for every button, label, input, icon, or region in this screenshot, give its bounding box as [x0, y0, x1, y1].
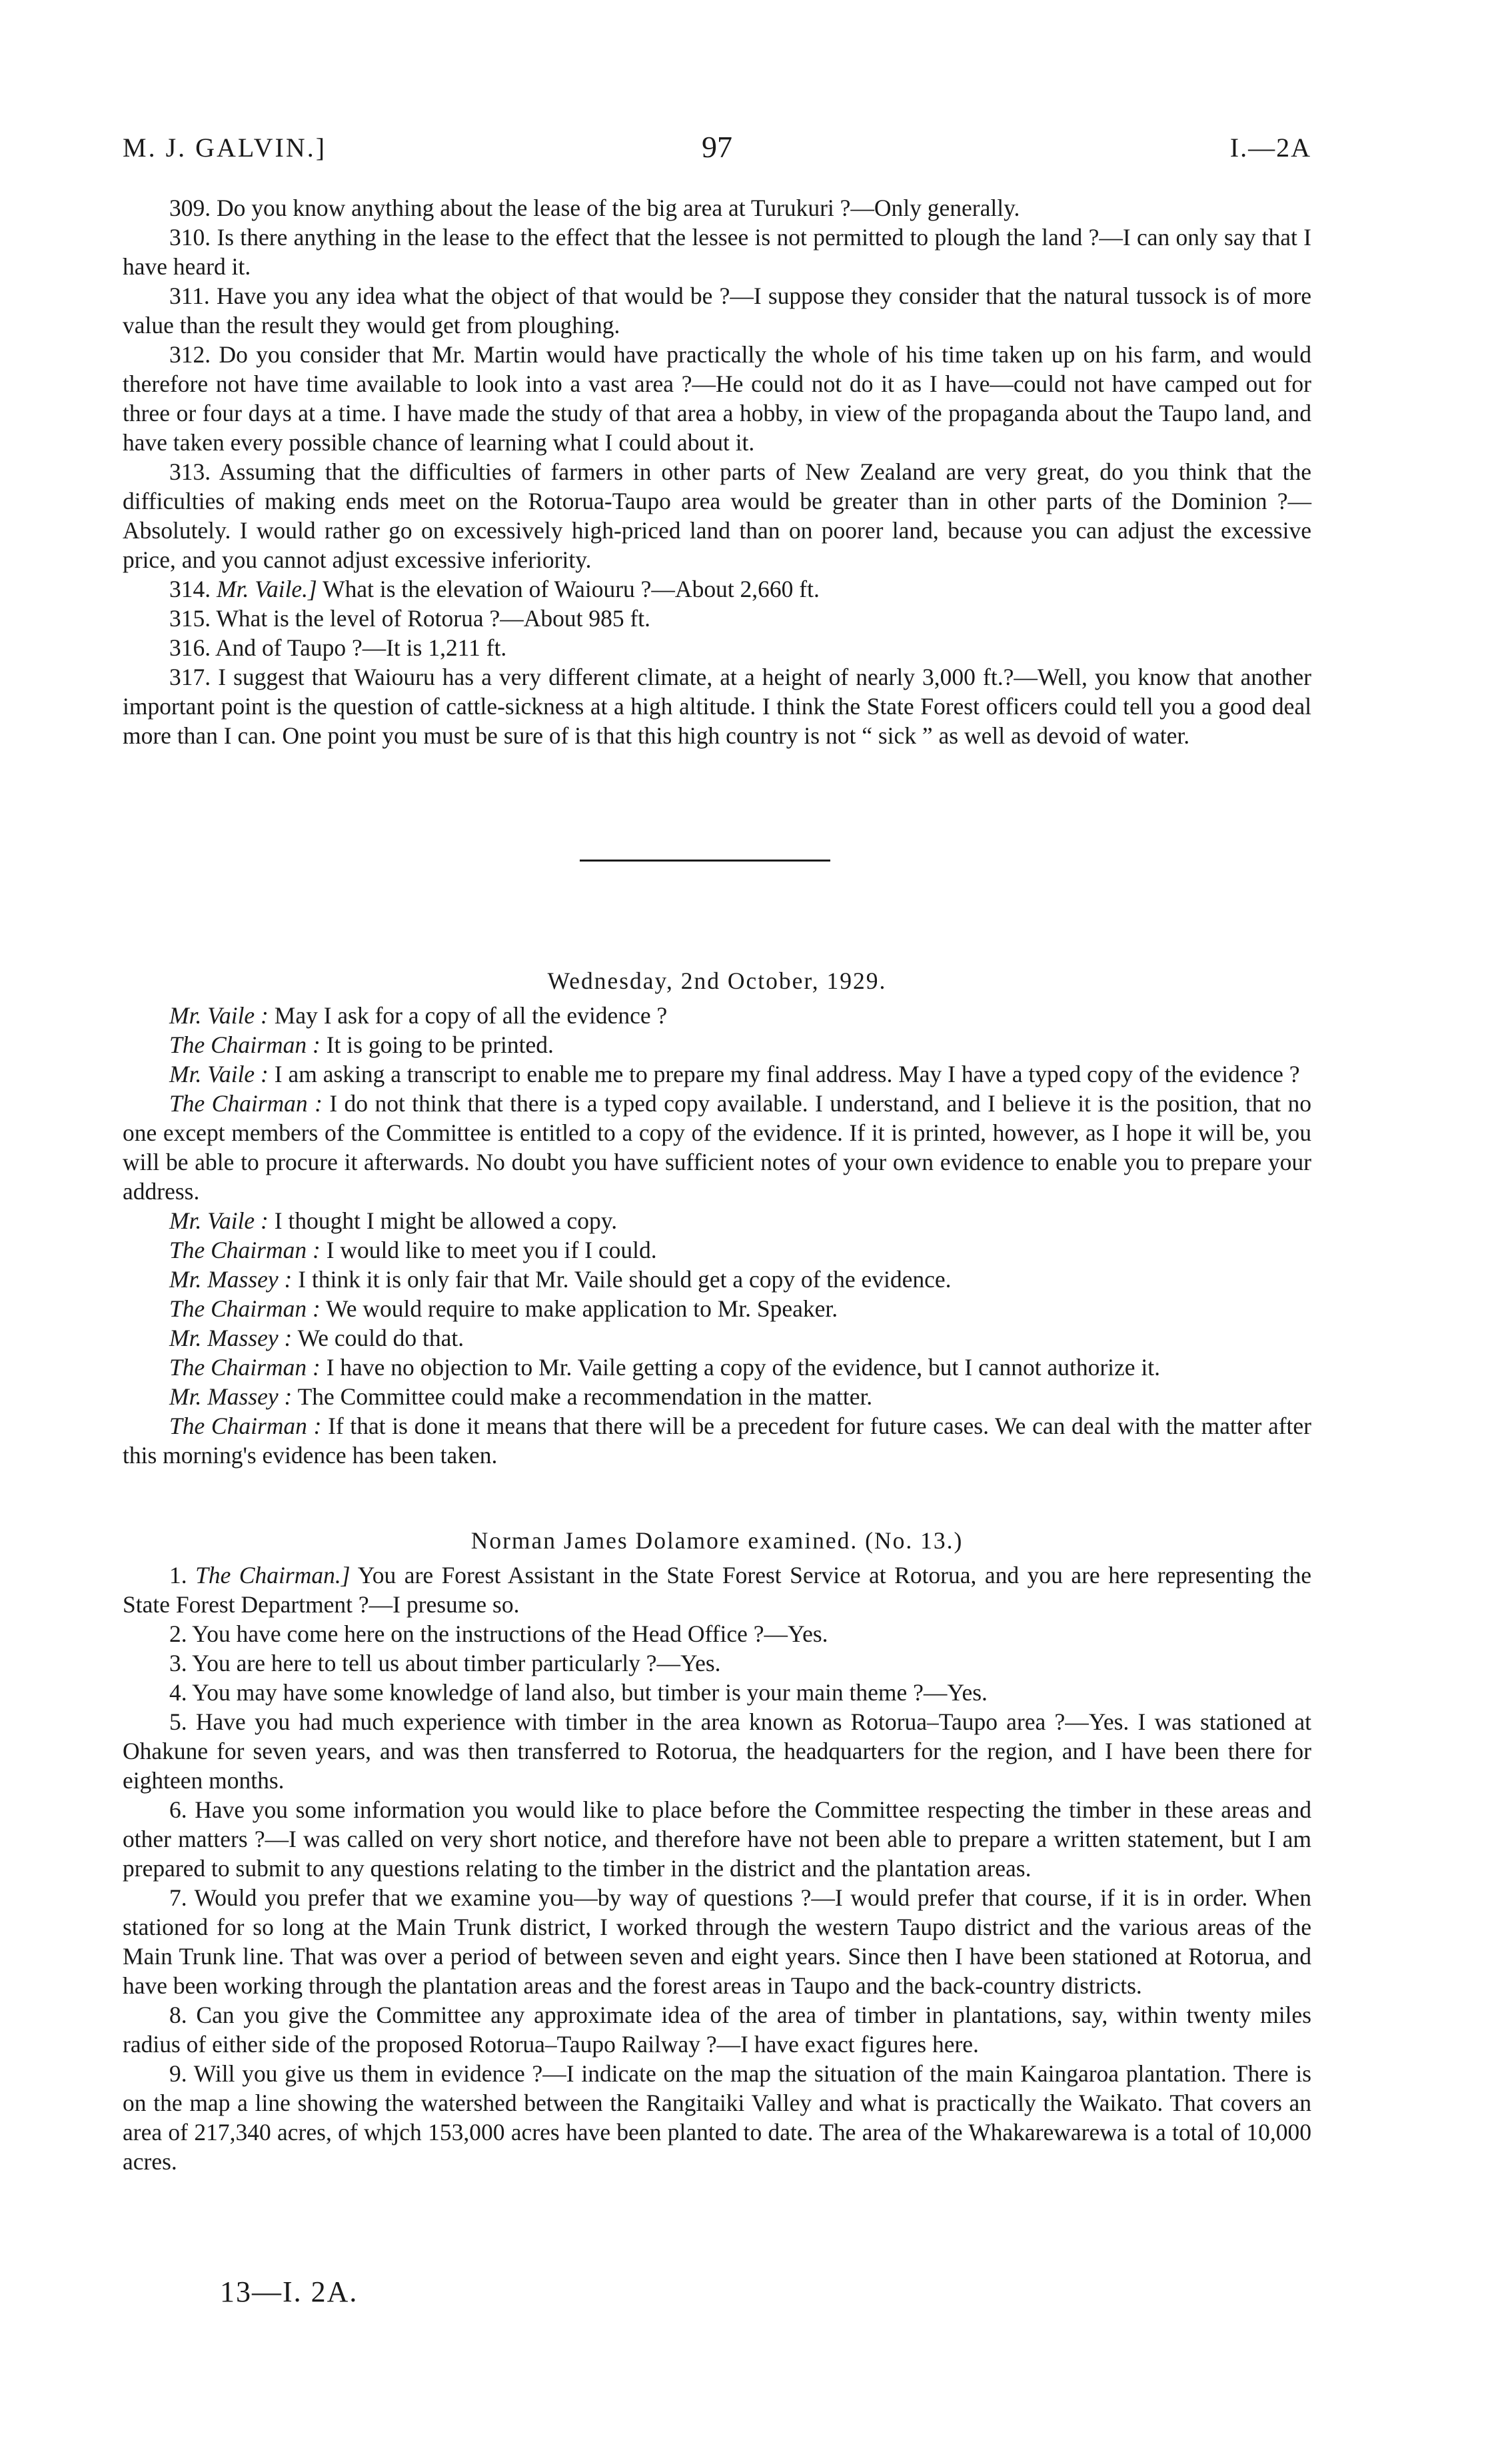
dialogue-line	[123, 1235, 1311, 1265]
dialogue-text: May I ask for a copy of all the evidence ?	[268, 1002, 668, 1029]
evidence-block-dolamore	[123, 1526, 1311, 2176]
paragraph: 310. Is there anything in the lease to the effect that the lessee is not permitted to plough the land ?—I can only say that I have heard it.	[123, 224, 1311, 280]
speaker-name: Mr. Vaile :	[169, 1002, 269, 1029]
page-header	[123, 132, 1311, 172]
dialogue-text: The Committee could make a recommendation in the matter.	[292, 1383, 873, 1410]
speaker-name: Mr. Vaile.]	[217, 576, 317, 602]
signature-mark: 13—I. 2A.	[220, 2275, 359, 2308]
dialogue-text: I think it is only fair that Mr. Vaile should get a copy of the evidence.	[292, 1266, 952, 1293]
page-number: 97	[702, 130, 732, 164]
paragraph: 6. Have you some information you would like to place before the Committee respecting the timber in these areas and other matters ?—I was called on very short notice, and therefore have not been able to prepare a written statement, but I am prepared to submit to any questions relating to the timber in the district and the plantation areas.	[123, 1796, 1311, 1882]
speaker-name: The Chairman :	[169, 1031, 321, 1058]
question-number: 314.	[169, 576, 211, 602]
paragraph: 312. Do you consider that Mr. Martin would have practically the whole of his time taken up on his farm, and would therefore not have time available to look into a vast area ?—He could not do it as I have—could not have camped out for three or four days at a time. I have made the study of that area a hobby, in view of the propaganda about the Taupo land, and have taken every possible chance of learning what I could about it.	[123, 341, 1311, 456]
question-text: You are Forest Assistant in the State Forest Service at Rotorua, and you are here representing the State Forest Department ?—I presume so.	[123, 1562, 1312, 1618]
speaker-name: Mr. Massey :	[169, 1383, 293, 1410]
speaker-name: Mr. Massey :	[169, 1266, 293, 1293]
dialogue-text: I do not think that there is a typed copy available. I understand, and I believe it is the position, that no one except members of the Committee is entitled to a copy of the evidence. If it is printed, however, as I hope it will be, you will be able to procure it afterwards. No doubt you have sufficient notes of your own evidence to enable you to prepare your address.	[123, 1090, 1311, 1205]
speaker-name: The Chairman :	[169, 1354, 321, 1381]
dialogue-text: We would require to make application to Mr. Speaker.	[320, 1295, 838, 1322]
paragraph: 311. Have you any idea what the object of that would be ?—I suppose they consider that the natural tussock is of more value than the result they would get from ploughing.	[123, 283, 1311, 338]
paragraph	[123, 574, 1311, 604]
dialogue-line	[123, 1294, 1311, 1323]
paragraph	[123, 1560, 1311, 1619]
speaker-name: The Chairman :	[169, 1237, 321, 1263]
speaker-name: The Chairman :	[169, 1295, 321, 1322]
dialogue-text: I thought I might be allowed a copy.	[268, 1207, 618, 1234]
paragraph: 4. You may have some knowledge of land also, but timber is your main theme ?—Yes.	[169, 1679, 988, 1706]
paragraph: 2. You have come here on the instructions of the Head Office ?—Yes.	[169, 1620, 828, 1647]
witness-heading: Norman James Dolamore examined. (No. 13.)	[470, 1527, 964, 1554]
paragraph: 313. Assuming that the difficulties of farmers in other parts of New Zealand are very great, do you think that the difficulties of making ends meet on the Rotorua-Taupo area would be greater than in other parts of the Dominion ?—Absolutely. I would rather go on excessively high-priced land than on poorer land, because you can adjust the excessive price, and you cannot adjust excessive inferiority.	[123, 458, 1311, 573]
question-number: 1.	[169, 1562, 187, 1588]
dialogue-line	[123, 1353, 1311, 1382]
paragraph: 309. Do you know anything about the lease of the big area at Turukuri ?—Only generally.	[169, 195, 1020, 221]
dialogue-text: I am asking a transcript to enable me to prepare my final address. May I have a typed copy of the evidence ?	[268, 1061, 1300, 1087]
dialogue-line	[123, 1323, 1311, 1353]
paragraph: 5. Have you had much experience with timber in the area known as Rotorua–Taupo area ?—Yes. I was stationed at Ohakune for seven years, and was then transferred to Rotorua, the headquarters for the region, and I have been there for eighteen months.	[123, 1708, 1311, 1794]
speaker-name: Mr. Vaile :	[169, 1061, 269, 1087]
question-text: What is the elevation of Waiouru ?—About 2,660 ft.	[317, 576, 820, 602]
paragraph: 317. I suggest that Waiouru has a very different climate, at a height of nearly 3,000 ft.?—Well, you know that another important point is the question of cattle-sickness at a high altitude. I think the State Forest officers could tell you a good deal more than I can. One point you must be sure of is that this high country is not “ sick ” as well as devoid of water.	[123, 664, 1311, 749]
dialogue-line	[123, 1206, 1311, 1235]
speaker-name: Mr. Vaile :	[169, 1207, 269, 1234]
dialogue-line	[123, 1059, 1311, 1089]
paragraph: 3. You are here to tell us about timber particularly ?—Yes.	[169, 1650, 721, 1676]
speaker-name: The Chairman.]	[195, 1562, 351, 1588]
paragraph: 9. Will you give us them in evidence ?—I indicate on the map the situation of the main Kaingaroa plantation. There is on the map a line showing the watershed between the Rangitaiki Valley and what is practically the Waikato. That covers an area of 217,340 acres, of whjch 153,000 acres have been planted to date. The area of the Whakarewarewa is a total of 10,000 acres.	[123, 2060, 1311, 2175]
dialogue-text: If that is done it means that there will be a precedent for future cases. We can deal with the matter after this morning's evidence has been taken.	[123, 1413, 1311, 1469]
speaker-name: The Chairman :	[169, 1413, 322, 1439]
section-divider	[580, 860, 830, 862]
dialogue-line	[123, 1382, 1311, 1411]
dialogue-line	[123, 1411, 1311, 1470]
evidence-block-galvin	[123, 193, 1311, 750]
paragraph: 316. And of Taupo ?—It is 1,211 ft.	[169, 634, 507, 661]
dialogue-line	[123, 1265, 1311, 1294]
document-reference: I.—2A	[1229, 133, 1311, 163]
dialogue-line	[123, 1089, 1311, 1206]
dialogue-text: I would like to meet you if I could.	[320, 1237, 657, 1263]
date-heading: Wednesday, 2nd October, 1929.	[547, 967, 887, 994]
dialogue-text: I have no objection to Mr. Vaile getting a copy of the evidence, but I cannot authorize it.	[320, 1354, 1161, 1381]
proceedings-block	[123, 966, 1311, 1470]
dialogue-line	[123, 1030, 1311, 1059]
paragraph: 8. Can you give the Committee any approximate idea of the area of timber in plantations, say, within twenty miles radius of either side of the proposed Rotorua–Taupo Railway ?—I have exact figures here.	[123, 2002, 1311, 2058]
dialogue-text: We could do that.	[292, 1325, 464, 1351]
paragraph: 315. What is the level of Rotorua ?—About 985 ft.	[169, 605, 651, 632]
speaker-name: Mr. Massey :	[169, 1325, 293, 1351]
paragraph: 7. Would you prefer that we examine you—by way of questions ?—I would prefer that course, if it is in order. When stationed for so long at the Main Trunk district, I worked through the western Taupo district and the various areas of the Main Trunk line. That was over a period of between seven and eight years. Since then I have been stationed at Rotorua, and have been working through the plantation areas and the forest areas in Taupo and the back-country districts.	[123, 1884, 1311, 1999]
header-witness-name: M. J. GALVIN.]	[123, 133, 327, 163]
dialogue-line	[123, 1001, 1311, 1030]
dialogue-text: It is going to be printed.	[320, 1031, 554, 1058]
speaker-name: The Chairman :	[169, 1090, 323, 1117]
